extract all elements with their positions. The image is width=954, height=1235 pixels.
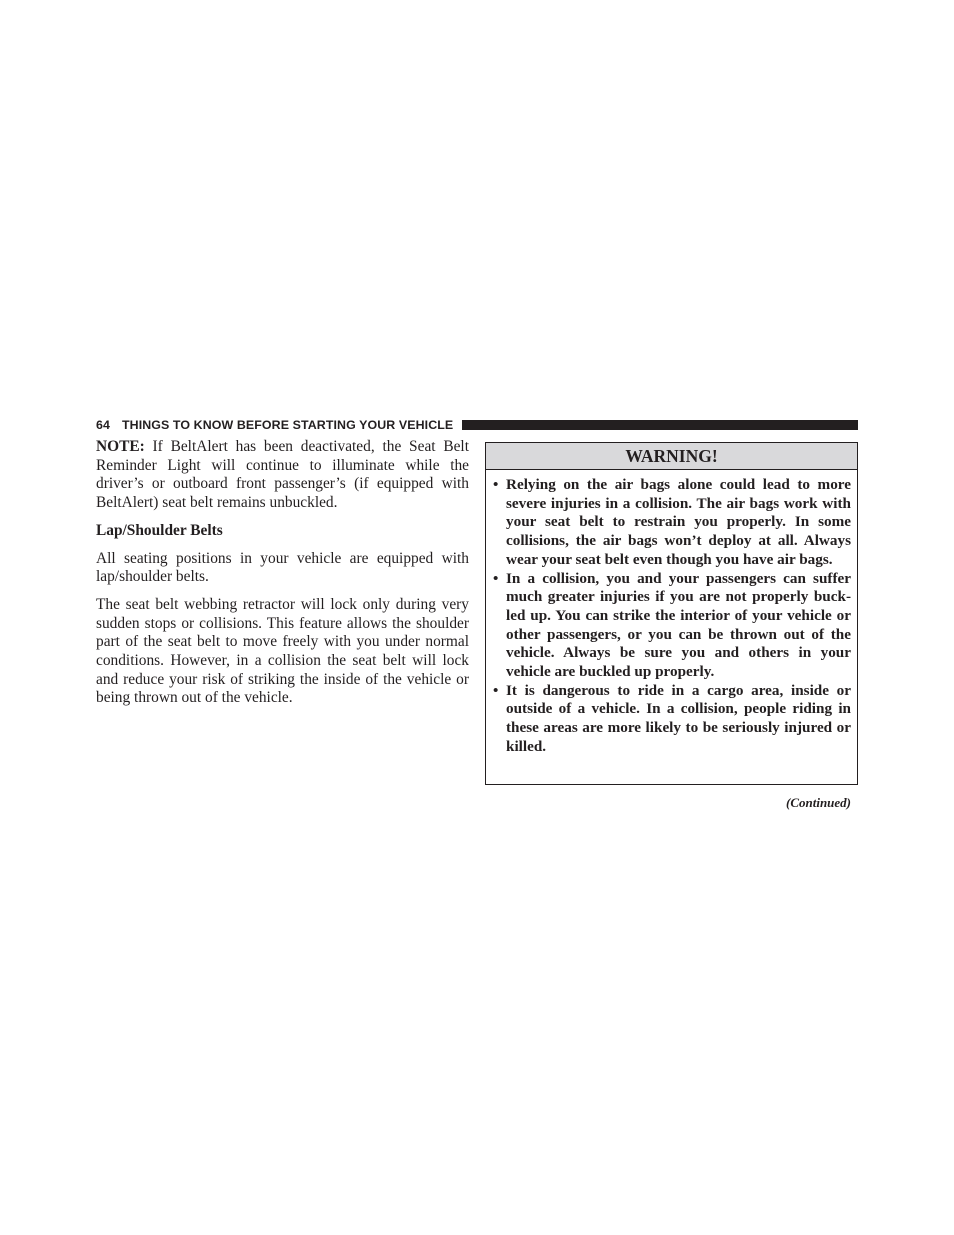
warning-item-text: In a collision, you and your passengers can suffer much greater injuries if you are not properly buckled up. You can strike the interior of your vehicle or other passengers, or you can be thrown out of the vehicle. Always be sure you and others in your vehicle are buckled up properly.: [506, 569, 851, 681]
page-number: 64: [96, 418, 110, 432]
bullet-icon: •: [493, 569, 499, 587]
page-header: [96, 417, 858, 433]
left-column: [96, 438, 469, 708]
warning-title: WARNING!: [486, 443, 857, 470]
body-paragraph-1: All seating positions in your vehicle are equipped with lap/shoulder belts.: [96, 549, 469, 586]
bullet-icon: •: [493, 681, 499, 699]
note-text: If BeltAlert has been deactivated, the Seat Belt Reminder Light will continue to illuminate while the driver’s or outboard front passenger’s (if equipped with BeltAlert) seat belt remains unbuckled.: [96, 438, 469, 512]
warning-item-text: It is dangerous to ride in a cargo area, inside or outside of a vehicle. In a collision, people riding in these areas are more likely to be seriously injured or killed.: [506, 681, 851, 755]
header-rule: [462, 420, 858, 430]
warning-list: [486, 470, 857, 757]
continued-label: (Continued): [785, 795, 851, 810]
section-heading: Lap/Shoulder Belts: [96, 521, 223, 539]
header-text: [96, 417, 453, 433]
warning-item: [492, 682, 851, 757]
warning-box: [485, 442, 858, 785]
body-paragraph-2: The seat belt webbing retractor will lock only during very sudden stops or collisions. This feature allows the shoulder part of the seat belt to move freely with you under normal conditions. However, in a collision the seat belt will lock and reduce your risk of striking the inside of the vehicle or being thrown out of the vehicle.: [96, 595, 469, 707]
section-title: THINGS TO KNOW BEFORE STARTING YOUR VEHICLE: [121, 418, 454, 432]
warning-item-text: Relying on the air bags alone could lead to more severe injuries in a collision. The air bags work with your seat belt to restrain you properly. In some collisions, the air bags won’t deploy at all. Always wear your seat belt even though you have air bags.: [506, 476, 851, 568]
bullet-icon: •: [493, 476, 499, 493]
note-label: NOTE:: [96, 438, 145, 455]
warning-item: [492, 570, 851, 682]
note-paragraph: [96, 438, 469, 513]
warning-item: [492, 476, 851, 570]
